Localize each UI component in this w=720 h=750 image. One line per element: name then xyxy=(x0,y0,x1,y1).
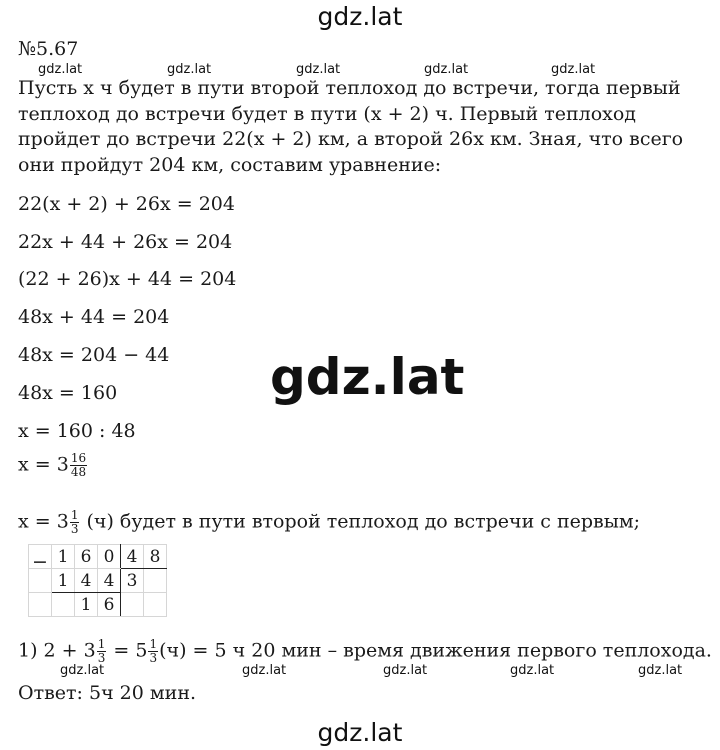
division-cell: 1 xyxy=(75,593,98,617)
equation-line: x = 160 : 48 xyxy=(18,420,136,442)
equation-rest: (ч) будет в пути второй теплоход до встречи с первым; xyxy=(86,510,641,533)
step-mid: = 5 xyxy=(113,639,148,662)
fraction xyxy=(70,452,87,479)
division-cell: 6 xyxy=(75,545,98,569)
equation-line: 48x = 160 xyxy=(18,382,118,404)
watermark-small: gdz.lat xyxy=(551,62,596,77)
step-rest: (ч) = 5 ч 20 мин – время движения первого теплохода. xyxy=(159,639,712,662)
long-division-table xyxy=(28,544,167,617)
watermark-small: gdz.lat xyxy=(38,62,83,77)
division-cell xyxy=(144,569,167,593)
watermark-bottom: gdz.lat xyxy=(317,718,403,747)
division-cell xyxy=(121,593,144,617)
watermark-small: gdz.lat xyxy=(296,62,341,77)
division-cell xyxy=(29,545,52,569)
equation-line: 48x = 204 − 44 xyxy=(18,344,170,366)
division-cell: 4 xyxy=(121,545,144,569)
fraction-numerator: 1 xyxy=(97,637,106,651)
equation-result xyxy=(18,509,640,536)
division-cell xyxy=(29,569,52,593)
step-prefix: 1) 2 + 3 xyxy=(18,639,96,662)
fraction xyxy=(148,638,158,665)
division-row xyxy=(29,593,167,617)
division-minus-sign: − xyxy=(32,551,48,573)
division-cell: 8 xyxy=(144,545,167,569)
fraction xyxy=(97,638,107,665)
watermark-small: gdz.lat xyxy=(242,663,287,678)
fraction-numerator: 1 xyxy=(70,508,79,522)
fraction-denominator: 3 xyxy=(149,651,158,665)
division-cell: 6 xyxy=(98,593,121,617)
watermark-small: gdz.lat xyxy=(638,663,683,678)
equation-mixed-fraction xyxy=(18,452,88,479)
equation-line: 48x + 44 = 204 xyxy=(18,306,170,328)
fraction-numerator: 16 xyxy=(70,451,87,465)
equation-lhs: x = 3 xyxy=(18,510,69,533)
watermark-small: gdz.lat xyxy=(424,62,469,77)
equation-line: 22(x + 2) + 26x = 204 xyxy=(18,193,235,215)
division-cell: 3 xyxy=(121,569,144,593)
fraction-denominator: 48 xyxy=(70,465,87,479)
division-cell: 4 xyxy=(75,569,98,593)
division-cell: 1 xyxy=(52,545,75,569)
watermark-top: gdz.lat xyxy=(317,2,403,31)
equation-line: 22x + 44 + 26x = 204 xyxy=(18,231,233,253)
watermark-small: gdz.lat xyxy=(510,663,555,678)
problem-number: №5.67 xyxy=(18,38,79,60)
division-cell xyxy=(29,593,52,617)
equation-line: (22 + 26)x + 44 = 204 xyxy=(18,268,237,290)
fraction-numerator: 1 xyxy=(149,637,158,651)
fraction xyxy=(70,509,80,536)
division-cell: 0 xyxy=(98,545,121,569)
watermark-small: gdz.lat xyxy=(167,62,212,77)
division-cell xyxy=(52,593,75,617)
equation-lhs: x = 3 xyxy=(18,453,69,476)
division-row xyxy=(29,569,167,593)
fraction-denominator: 3 xyxy=(97,651,106,665)
watermark-small: gdz.lat xyxy=(383,663,428,678)
watermark-small: gdz.lat xyxy=(60,663,105,678)
division-cell: 4 xyxy=(98,569,121,593)
answer-line: Ответ: 5ч 20 мин. xyxy=(18,682,197,704)
fraction-denominator: 3 xyxy=(70,522,79,536)
solution-step xyxy=(18,638,712,665)
division-cell xyxy=(144,593,167,617)
watermark-center: gdz.lat xyxy=(270,348,465,406)
division-cell: 1 xyxy=(52,569,75,593)
division-row xyxy=(29,545,167,569)
problem-statement: Пусть x ч будет в пути второй теплоход до встречи, тогда первый теплоход до встречи будет в пути (x + 2) ч. Первый теплоход пройдет до встречи 22(x + 2) км, а второй 26x км. Зная, что всего они пройдут 204 км, составим уравнение: xyxy=(18,77,684,176)
